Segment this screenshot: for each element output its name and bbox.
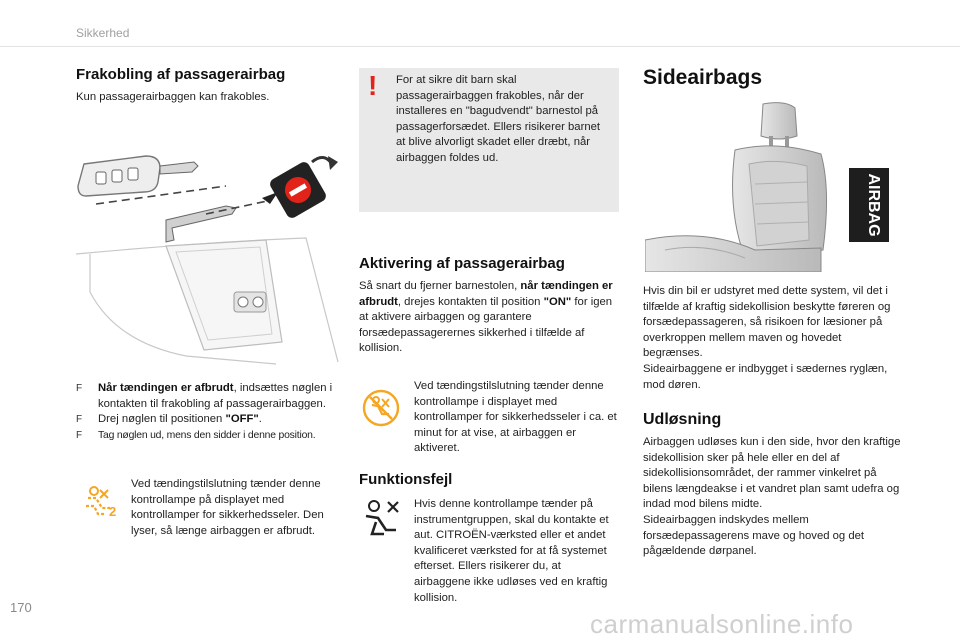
activation-b2: "ON"	[543, 295, 572, 308]
fault-title: Funktionsfejl	[359, 471, 453, 488]
activation-p3: for igen at aktivere airbaggen og garantere forsædepassagerernes sikkerhed i tilfælde af kollision.	[359, 295, 613, 355]
step-2-prefix: Drej nøglen til positionen	[98, 413, 226, 426]
activation-p2: , drejes kontakten til position	[397, 295, 544, 308]
release-text	[643, 435, 905, 560]
deactivation-steps	[76, 381, 340, 443]
section-header: Sikkerhed	[76, 26, 130, 40]
airbag-on-warning-icon	[362, 389, 400, 427]
step-1-bold: Når tændingen er afbrudt	[98, 382, 234, 394]
activation-lamp-text: Ved tændingstilslutning tænder denne kontrollampe i displayet med kontrollamper for sikkerhedsseler i ca. et minut for at vise, at airbaggen er aktiveret.	[414, 380, 617, 455]
release-p2: Sideairbaggen indskydes mellem forsædepassagerens mave og hoved og det pågældende dørpanel.	[643, 513, 865, 558]
deactivation-intro: Kun passagerairbaggen kan frakobles.	[76, 91, 270, 103]
activation-p1: Så snart du fjerner barnestolen,	[359, 280, 521, 292]
step-2-text: .	[258, 413, 262, 426]
side-airbags-p1: Hvis din bil er udstyret med dette system, vil det i tilfælde af kraftig sidekollision beskytte føreren og forsædepassageren, så risikoen for læsioner på overkroppen mellem maven og hovedet begrænses.	[643, 285, 891, 360]
warning-text: For at sikre dit barn skal passagerairbaggen frakobles, når der installeres en "bagudvendt" barnestol på passagerforsædet. Ellers risikerer barnet at blive alvorligt skadet eller dræbt, når airbaggen foldes ud.	[396, 74, 601, 164]
step-3-text: Tag nøglen ud, mens den sidder i denne position.	[98, 429, 316, 441]
page-number: 170	[10, 600, 32, 615]
svg-text:2: 2	[109, 504, 117, 518]
watermark: carmanualsonline.info	[590, 609, 854, 639]
airbag-fault-icon	[362, 498, 406, 542]
fault-text: Hvis denne kontrollampe tænder på instrumentgruppen, skal du kontakte et aut. CITROËN-værksted eller et andet kvalificeret værksted for at få systemet efterset. Ellers risikerer du, at airbaggene ikke udløses ved en kraftig kollision.	[414, 498, 609, 604]
key-switch-illustration	[76, 142, 346, 370]
airbag-off-warning-icon	[80, 484, 120, 518]
side-airbags-p2: Sideairbaggene er indbygget i sædernes ryglæn, mod døren.	[643, 362, 888, 391]
release-p1: Airbaggen udløses kun i den side, hvor den kraftige sidekollision sker på hele eller en del af sidekollisionsområdet, der rammer vinkelret på bilens længdeakse i et vandret plan samt udefra og indad mod bilens midte.	[643, 436, 901, 511]
warning-exclamation-icon: !	[368, 70, 378, 101]
seat-illustration	[645, 100, 900, 272]
header-rule	[0, 46, 960, 47]
seat-airbag-label: AIRBAG	[865, 173, 882, 237]
bullet-marker: F	[76, 383, 83, 394]
deactivation-lamp-text: Ved tændingstilslutning tænder denne kontrollampe på displayet med kontrollamper for sikkerhedsseler. Den lyser, så længe airbaggen er afbrudt.	[131, 478, 324, 537]
activation-title: Aktivering af passagerairbag	[359, 255, 565, 272]
step-1	[76, 381, 340, 412]
activation-text	[359, 279, 621, 357]
step-2	[76, 412, 340, 428]
side-airbags-text	[643, 284, 903, 393]
step-1-text: , indsættes nøglen i kontakten til frakobling af passagerairbaggen.	[98, 382, 333, 410]
step-2-bold: "OFF"	[225, 413, 259, 426]
bullet-marker: F	[76, 429, 82, 441]
activation-b1: når tændingen er afbrudt	[359, 280, 613, 308]
side-airbags-title: Sideairbags	[643, 66, 763, 89]
step-3	[76, 428, 340, 444]
release-title: Udløsning	[643, 411, 722, 428]
deactivation-title: Frakobling af passagerairbag	[76, 66, 286, 83]
bullet-marker: F	[76, 414, 83, 426]
